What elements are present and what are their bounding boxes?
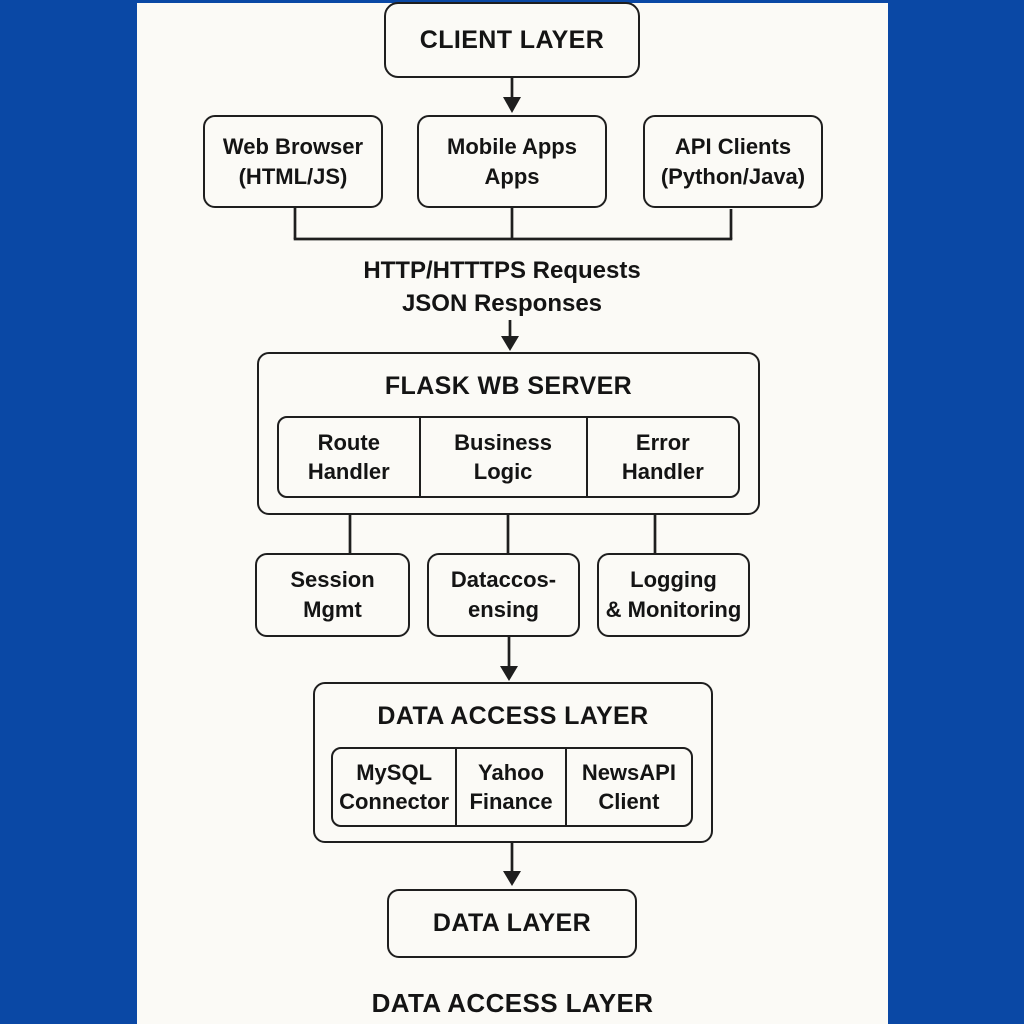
flask-server-components [277,416,740,498]
yahoo-finance-line2: Finance [469,789,553,814]
http-requests-line1: HTTP/HTTTPS Requests [363,257,641,284]
web-browser-line2: (HTML/JS) [238,163,348,189]
session-mgmt-line1: Session [290,567,375,592]
data-layer-title: DATA LAYER [432,909,592,937]
newsapi-client-line2: Client [598,789,660,814]
web-browser-line1: Web Browser [222,133,364,159]
business-logic-cell [419,418,586,496]
data-processing-node [427,553,580,637]
error-handler-line1: Error [635,430,690,455]
http-requests-line2: JSON Responses [401,290,603,317]
flask-server-node [257,352,760,515]
client-layer-title: CLIENT LAYER [419,25,605,54]
business-logic-line2: Logic [473,459,533,484]
route-handler-cell [279,418,419,496]
http-requests-label [252,254,752,320]
flask-server-title: FLASK WB SERVER [384,372,633,400]
error-handler-cell [586,418,738,496]
logging-monitoring-line1: Logging [630,567,717,592]
bracket-clients [294,207,733,239]
route-handler-line2: Handler [307,459,390,484]
newsapi-client-line1: NewsAPI [581,760,676,785]
session-mgmt-node [255,553,410,637]
mysql-connector-line1: MySQL [356,760,433,785]
data-processing-line2: ensing [468,597,539,622]
data-processing-line1: Dataccos- [450,567,557,592]
session-mgmt-line2: Mgmt [303,597,362,622]
stubs-flask-to-middleware [350,514,655,554]
client-layer-node [384,2,640,78]
mobile-apps-line2: Apps [484,163,540,189]
newsapi-client-cell [565,749,691,825]
logging-monitoring-node [597,553,750,637]
data-layer-node [387,889,637,958]
arrow-client-to-clients [503,77,521,113]
api-clients-line2: (Python/Java) [660,163,806,189]
logging-monitoring-line2: & Monitoring [605,597,742,622]
data-access-layer-node [313,682,713,843]
arrow-middleware-to-dal [500,636,518,681]
mobile-apps-line1: Mobile Apps [447,133,577,159]
arrow-dal-to-datalayer [503,842,521,886]
arrow-requests-to-flask [501,320,519,351]
mobile-apps-node [417,115,607,208]
business-logic-line1: Business [454,430,552,455]
web-browser-node [203,115,383,208]
api-clients-line1: API Clients [674,133,792,159]
mysql-connector-line2: Connector [339,789,450,814]
bottom-caption: DATA ACCESS LAYER [371,988,654,1018]
data-access-layer-title: DATA ACCESS LAYER [377,702,649,730]
yahoo-finance-cell [455,749,565,825]
api-clients-node [643,115,823,208]
error-handler-line2: Handler [621,459,704,484]
yahoo-finance-line1: Yahoo [478,760,545,785]
route-handler-line1: Route [317,430,380,455]
data-access-components [331,747,693,827]
mysql-connector-cell [333,749,455,825]
